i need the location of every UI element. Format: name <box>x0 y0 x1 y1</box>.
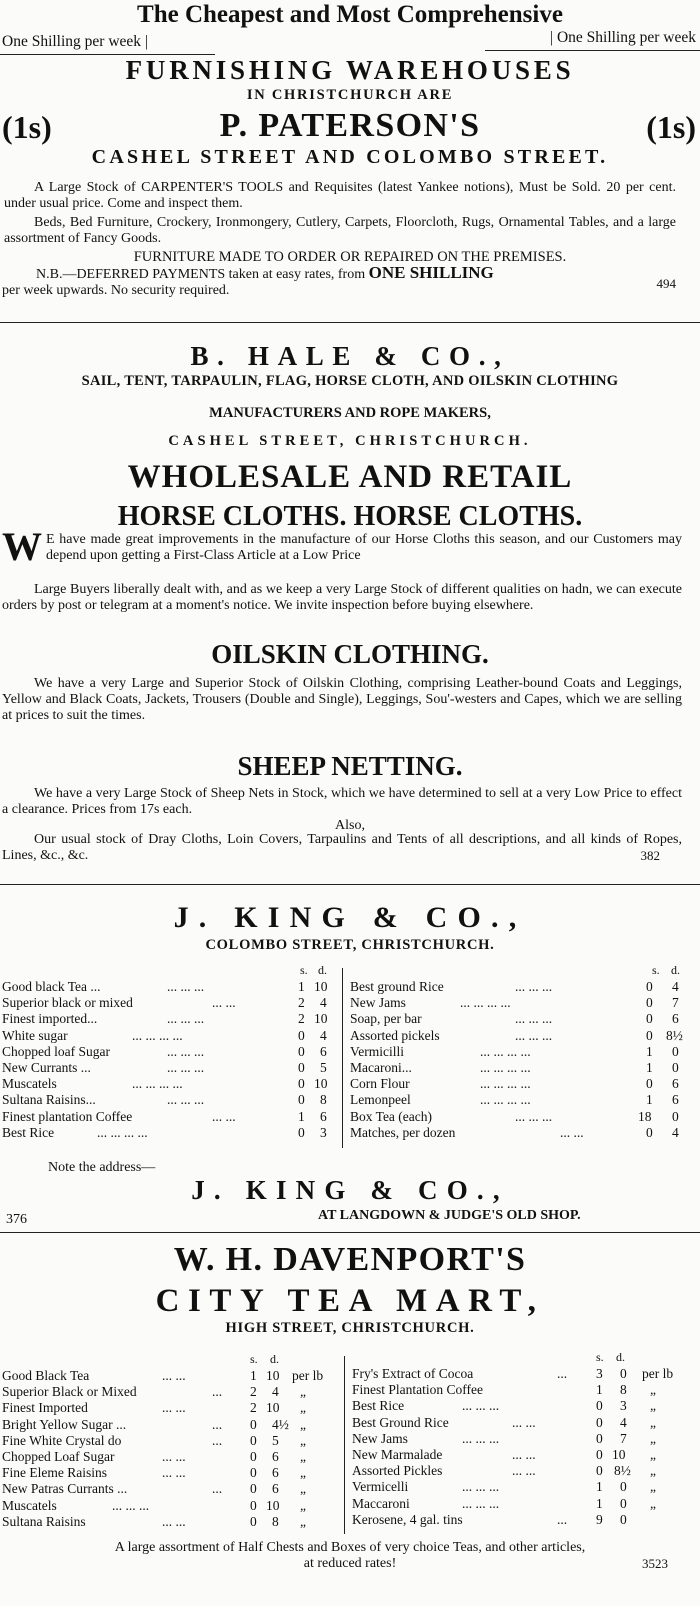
paterson-furnishing: FURNISHING WAREHOUSES <box>125 55 575 85</box>
item-shillings: 0 <box>250 1432 257 1448</box>
price-row <box>352 1479 696 1495</box>
item-pence: 0 <box>620 1366 627 1381</box>
item-name: New Jams <box>350 995 406 1011</box>
item-name: Sultana Raisins... <box>2 1092 96 1108</box>
price-row <box>350 1011 695 1027</box>
price-row <box>2 1465 344 1481</box>
item-dots: ... ... ... <box>515 1108 553 1124</box>
price-row <box>2 1044 342 1060</box>
price-row <box>2 1028 342 1044</box>
item-pence: 10 <box>266 1368 280 1383</box>
item-dots: ... ... ... ... <box>480 1043 531 1059</box>
paterson-price-right: | One Shilling per week <box>549 29 696 46</box>
price-row <box>350 1044 695 1060</box>
item-shillings: 0 <box>596 1398 603 1414</box>
price-row <box>2 1125 342 1141</box>
price-row <box>2 1417 344 1433</box>
item-name: Best ground Rice <box>350 979 444 994</box>
item-name: Macaroni... <box>350 1059 412 1075</box>
item-name: Fine Eleme Raisins <box>2 1465 107 1481</box>
item-name: Fry's Extract of Cocoa <box>352 1366 474 1381</box>
item-name: Finest Plantation Coffee <box>352 1382 483 1398</box>
item-pence: 10 <box>612 1446 626 1462</box>
item-pence: 0 <box>672 1043 679 1059</box>
price-row <box>352 1496 696 1512</box>
king-name: J. KING & CO., <box>173 901 527 934</box>
item-name: Superior Black or Mixed <box>2 1384 137 1400</box>
item-pence: 4½ <box>272 1416 289 1432</box>
divider-2 <box>0 884 700 885</box>
item-shillings: 0 <box>250 1448 257 1464</box>
item-pence: 6 <box>672 1011 679 1027</box>
item-shillings: 0 <box>646 979 653 994</box>
item-shillings: 0 <box>298 1027 305 1043</box>
item-pence: 10 <box>266 1400 280 1416</box>
item-dots: ... ... ... <box>167 1011 205 1027</box>
price-row <box>350 1028 695 1044</box>
item-dots: ... ... ... ... <box>480 1059 531 1075</box>
item-shillings: 18 <box>638 1108 652 1124</box>
item-dots: ... ... <box>512 1463 536 1479</box>
davenport-column-divider <box>344 1356 345 1534</box>
hale-name: B. HALE & CO., <box>190 341 510 371</box>
king-right-d-header: d. <box>671 963 680 977</box>
item-shillings: 0 <box>646 1011 653 1027</box>
item-name: Finest imported... <box>2 1011 98 1027</box>
item-shillings: 1 <box>596 1479 603 1495</box>
price-row <box>2 1368 344 1384</box>
item-pence: 4 <box>320 995 327 1011</box>
item-name: Superior black or mixed <box>2 995 133 1011</box>
king-column-divider <box>342 968 343 1148</box>
item-unit: „ <box>650 1463 656 1479</box>
item-pence: 4 <box>620 1414 627 1430</box>
item-pence: 10 <box>314 1076 328 1092</box>
paterson-para1: A Large Stock of CARPENTER'S TOOLS and Requisites (latest Yankee notions), Must be Sold. 20 per cent. under usual price. Come and inspect them. <box>4 180 676 211</box>
item-dots: ... ... <box>162 1448 186 1464</box>
item-pence: 4 <box>320 1027 327 1043</box>
price-row <box>2 1433 344 1449</box>
item-name: Lemonpeel <box>350 1092 411 1108</box>
hale-sheep-para: We have a very Large Stock of Sheep Nets in Stock, which we have determined to sell at a very Low Price to effect a clearance. Prices from 17s each. <box>2 786 682 817</box>
item-shillings: 0 <box>250 1513 257 1529</box>
hale-address: CASHEL STREET, CHRISTCHURCH. <box>168 433 532 449</box>
hale-horse-para2: Large Buyers liberally dealt with, and as we keep a very Large Stock of different qualities on hadn, we can execute orders by post or telegram at a moment's notice. We invite inspection before buying elsewhere. <box>2 582 682 613</box>
item-unit: „ <box>650 1430 656 1446</box>
item-unit: „ <box>300 1497 306 1513</box>
item-dots: ... ... ... ... <box>132 1076 183 1092</box>
item-name: New Marmalade <box>352 1446 443 1462</box>
davenport-left-table <box>2 1368 344 1530</box>
price-row <box>352 1447 696 1463</box>
price-row <box>2 1384 344 1400</box>
item-pence: 8½ <box>614 1463 631 1479</box>
item-pence: 4 <box>672 979 679 994</box>
item-shillings: 0 <box>646 995 653 1011</box>
item-unit: per lb <box>642 1366 674 1381</box>
item-shillings: 2 <box>298 1011 305 1027</box>
price-row <box>2 1076 342 1092</box>
item-dots: ... ... ... <box>462 1398 500 1414</box>
item-dots: ... ... ... ... <box>460 995 511 1011</box>
item-dots: ... <box>557 1366 568 1381</box>
price-row <box>2 979 342 995</box>
king-ad-number: 376 <box>6 1212 27 1227</box>
price-row <box>2 1109 342 1125</box>
king-address: COLOMBO STREET, CHRISTCHURCH. <box>205 937 495 953</box>
price-row <box>350 1092 695 1108</box>
item-name: Best Rice <box>2 1124 55 1140</box>
item-shillings: 0 <box>596 1430 603 1446</box>
davenport-mart: CITY TEA MART, <box>155 1283 545 1319</box>
item-shillings: 1 <box>596 1382 603 1398</box>
davenport-left-d-header: d. <box>270 1352 279 1366</box>
item-shillings: 2 <box>250 1400 257 1416</box>
king-name-repeat: J. KING & CO., <box>191 1175 509 1205</box>
davenport-footer2: at reduced rates! <box>303 1556 397 1571</box>
item-dots: ... ... ... <box>462 1495 500 1511</box>
item-pence: 0 <box>620 1479 627 1495</box>
davenport-footer: A large assortment of Half Chests and Boxes of very choice Teas, and other articles, <box>114 1540 586 1555</box>
hale-dray-para: Our usual stock of Dray Cloths, Loin Covers, Tarpaulins and Tents of all descriptions, and all kinds of Ropes, Lines, &c., &c. <box>2 832 682 863</box>
davenport-address: HIGH STREET, CHRISTCHURCH. <box>225 1320 475 1336</box>
rule-right <box>485 50 700 51</box>
paterson-price-left: One Shilling per week | <box>2 33 149 50</box>
item-pence: 10 <box>314 979 328 994</box>
hale-horse-para1 <box>2 524 682 569</box>
hale-ad-number: 382 <box>640 848 660 863</box>
item-name: Soap, per bar <box>350 1011 422 1027</box>
item-dots: ... ... ... <box>462 1430 500 1446</box>
item-unit: „ <box>300 1465 306 1481</box>
item-pence: 6 <box>320 1108 327 1124</box>
item-dots: ... ... ... <box>515 1027 553 1043</box>
item-name: New Jams <box>352 1430 408 1446</box>
item-dots: ... ... ... <box>167 979 205 994</box>
hale-wholesale: WHOLESALE AND RETAIL <box>127 459 573 495</box>
item-dots: ... <box>557 1511 568 1527</box>
item-shillings: 0 <box>250 1497 257 1513</box>
item-pence: 5 <box>320 1059 327 1075</box>
item-shillings: 1 <box>646 1059 653 1075</box>
item-name: White sugar <box>2 1027 68 1043</box>
item-unit: „ <box>300 1416 306 1432</box>
item-dots: ... ... <box>162 1465 186 1481</box>
item-pence: 8 <box>620 1382 627 1398</box>
price-row <box>350 1125 695 1141</box>
item-shillings: 1 <box>596 1495 603 1511</box>
king-left-d-header: d. <box>318 963 327 977</box>
item-pence: 3 <box>320 1124 327 1140</box>
price-row <box>2 1400 344 1416</box>
paterson-furniture-line: FURNITURE MADE TO ORDER OR REPAIRED ON THE PREMISES. <box>133 249 567 265</box>
item-shillings: 0 <box>596 1414 603 1430</box>
item-pence: 6 <box>320 1043 327 1059</box>
paterson-tag-right: (1s) <box>646 109 696 145</box>
item-shillings: 0 <box>596 1446 603 1462</box>
item-dots: ... ... <box>162 1513 186 1529</box>
item-name: New Currants ... <box>2 1059 91 1075</box>
item-dots: ... ... ... <box>112 1497 150 1513</box>
item-unit: „ <box>300 1400 306 1416</box>
item-name: Kerosene, 4 gal. tins <box>352 1511 463 1527</box>
king-left-table <box>2 979 342 1141</box>
item-shillings: 0 <box>646 1124 653 1140</box>
item-unit: „ <box>300 1384 306 1400</box>
davenport-right-s-header: s. <box>596 1350 604 1364</box>
item-shillings: 0 <box>250 1481 257 1497</box>
paterson-in-christchurch: IN CHRISTCHURCH ARE <box>246 87 454 103</box>
paterson-ad-number: 494 <box>656 276 676 291</box>
item-pence: 6 <box>272 1465 279 1481</box>
price-row <box>352 1431 696 1447</box>
item-dots: ... ... <box>560 1124 584 1140</box>
item-pence: 0 <box>672 1059 679 1075</box>
item-name: Box Tea (each) <box>350 1108 433 1124</box>
item-name: Good Black Tea <box>2 1368 90 1383</box>
price-row <box>352 1382 696 1398</box>
item-dots: ... ... <box>162 1400 186 1416</box>
item-shillings: 0 <box>250 1465 257 1481</box>
item-name: Maccaroni <box>352 1495 410 1511</box>
item-dots: ... ... <box>162 1368 186 1383</box>
item-dots: ... <box>212 1416 223 1432</box>
item-unit: „ <box>650 1382 656 1398</box>
item-pence: 7 <box>672 995 679 1011</box>
item-shillings: 0 <box>646 1027 653 1043</box>
item-shillings: 2 <box>298 995 305 1011</box>
divider-3 <box>0 1232 700 1233</box>
price-row <box>350 979 695 995</box>
paterson-nb-prefix: N.B.—DEFERRED PAYMENTS taken at easy rates, from <box>36 267 366 282</box>
item-name: Assorted pickels <box>350 1027 440 1043</box>
item-dots: ... ... ... ... <box>480 1092 531 1108</box>
item-shillings: 3 <box>596 1366 603 1381</box>
paterson-nb-line <box>36 264 494 284</box>
item-dots: ... <box>212 1384 223 1400</box>
item-pence: 6 <box>272 1481 279 1497</box>
item-dots: ... ... <box>212 1108 236 1124</box>
price-row <box>350 1109 695 1125</box>
item-shillings: 0 <box>250 1416 257 1432</box>
item-pence: 6 <box>272 1448 279 1464</box>
item-shillings: 1 <box>646 1043 653 1059</box>
item-name: New Patras Currants ... <box>2 1481 128 1497</box>
paterson-address: CASHEL STREET AND COLOMBO STREET. <box>91 146 609 168</box>
item-shillings: 9 <box>596 1511 603 1527</box>
price-row <box>350 1060 695 1076</box>
price-row <box>352 1512 696 1528</box>
item-name: Muscatels <box>2 1076 57 1092</box>
paterson-para2: Beds, Bed Furniture, Crockery, Ironmongery, Cutlery, Carpets, Floorcloth, Rugs, Ornamental Tables, and a large assortment of Fancy Goods. <box>4 215 676 246</box>
item-pence: 3 <box>620 1398 627 1414</box>
item-name: Vermicilli <box>350 1043 404 1059</box>
paterson-name: P. PATERSON'S <box>219 107 481 144</box>
item-shillings: 0 <box>646 1076 653 1092</box>
item-pence: 8½ <box>666 1027 683 1043</box>
item-dots: ... ... ... <box>515 1011 553 1027</box>
item-pence: 6 <box>672 1076 679 1092</box>
item-name: Chopped Loaf Sugar <box>2 1448 115 1464</box>
item-unit: „ <box>650 1414 656 1430</box>
item-unit: per lb <box>292 1368 324 1383</box>
item-dots: ... ... ... <box>167 1059 205 1075</box>
item-unit: „ <box>650 1398 656 1414</box>
hale-drop-cap: W <box>2 524 42 569</box>
item-dots: ... <box>212 1432 223 1448</box>
item-pence: 0 <box>620 1495 627 1511</box>
item-dots: ... ... ... <box>167 1043 205 1059</box>
item-pence: 8 <box>272 1513 279 1529</box>
item-pence: 10 <box>266 1497 280 1513</box>
price-row <box>2 1060 342 1076</box>
price-row <box>352 1366 696 1382</box>
hale-makers: MANUFACTURERS AND ROPE MAKERS, <box>209 405 491 421</box>
hale-trades: SAIL, TENT, TARPAULIN, FLAG, HORSE CLOTH, AND OILSKIN CLOTHING <box>81 373 619 389</box>
item-dots: ... ... ... <box>167 1092 205 1108</box>
item-name: Corn Flour <box>350 1076 410 1092</box>
item-unit: „ <box>300 1432 306 1448</box>
hale-horse-cloths: HORSE CLOTHS. HORSE CLOTHS. <box>117 501 583 532</box>
item-shillings: 0 <box>298 1076 305 1092</box>
item-shillings: 0 <box>298 1043 305 1059</box>
item-shillings: 0 <box>596 1463 603 1479</box>
price-row <box>2 1092 342 1108</box>
davenport-ad-number: 3523 <box>642 1556 668 1571</box>
item-pence: 5 <box>272 1432 279 1448</box>
price-row <box>2 1449 344 1465</box>
item-dots: ... ... ... <box>515 979 553 994</box>
item-name: Assorted Pickles <box>352 1463 443 1479</box>
item-name: Chopped loaf Sugar <box>2 1043 110 1059</box>
davenport-right-d-header: d. <box>616 1350 625 1364</box>
item-name: Sultana Raisins <box>2 1513 86 1529</box>
price-row <box>2 1481 344 1497</box>
hale-horse-para1-text: E have made great improvements in the manufacture of our Horse Cloths this season, and our Customers may depend upon getting a First-Class Article at a Low Price <box>46 532 682 563</box>
item-dots: ... <box>212 1481 223 1497</box>
item-pence: 0 <box>620 1511 627 1527</box>
item-pence: 4 <box>672 1124 679 1140</box>
price-row <box>350 995 695 1011</box>
hale-sheep-heading: SHEEP NETTING. <box>237 751 463 781</box>
item-shillings: 1 <box>298 979 305 994</box>
price-row <box>350 1076 695 1092</box>
item-shillings: 0 <box>298 1092 305 1108</box>
item-shillings: 1 <box>646 1092 653 1108</box>
item-pence: 7 <box>620 1430 627 1446</box>
item-name: Fine White Crystal do <box>2 1432 122 1448</box>
item-unit: „ <box>300 1513 306 1529</box>
item-pence: 10 <box>314 1011 328 1027</box>
paterson-tag-left: (1s) <box>2 109 52 145</box>
item-name: Best Ground Rice <box>352 1414 449 1430</box>
item-name: Matches, per dozen <box>350 1124 456 1140</box>
item-shillings: 2 <box>250 1384 257 1400</box>
hale-oilskin-heading: OILSKIN CLOTHING. <box>211 639 489 669</box>
item-name: Finest Imported <box>2 1400 88 1416</box>
item-name: Bright Yellow Sugar ... <box>2 1416 127 1432</box>
item-name: Good black Tea ... <box>2 979 101 994</box>
king-right-table <box>350 979 695 1141</box>
item-unit: „ <box>650 1446 656 1462</box>
price-row <box>2 1514 344 1530</box>
price-row <box>352 1463 696 1479</box>
price-row <box>2 1498 344 1514</box>
item-dots: ... ... ... ... <box>132 1027 183 1043</box>
item-dots: ... ... ... <box>462 1479 500 1495</box>
item-dots: ... ... ... ... <box>480 1076 531 1092</box>
paterson-nb-bold: ONE SHILLING <box>368 263 494 282</box>
king-left-s-header: s. <box>300 963 308 977</box>
hale-also: Also, <box>335 818 365 833</box>
item-shillings: 1 <box>250 1368 257 1383</box>
item-unit: „ <box>650 1479 656 1495</box>
item-shillings: 1 <box>298 1108 305 1124</box>
item-dots: ... ... <box>512 1446 536 1462</box>
price-row <box>2 995 342 1011</box>
item-unit: „ <box>300 1448 306 1464</box>
item-unit: „ <box>650 1495 656 1511</box>
divider-1 <box>0 322 700 323</box>
item-pence: 6 <box>672 1092 679 1108</box>
item-name: Vermicelli <box>352 1479 409 1495</box>
item-name: Muscatels <box>2 1497 57 1513</box>
item-dots: ... ... <box>512 1414 536 1430</box>
item-pence: 8 <box>320 1092 327 1108</box>
davenport-right-table <box>352 1366 696 1528</box>
king-note: Note the address— <box>48 1160 156 1175</box>
item-unit: „ <box>300 1481 306 1497</box>
price-row <box>2 1011 342 1027</box>
king-right-s-header: s. <box>652 963 660 977</box>
item-pence: 4 <box>272 1384 279 1400</box>
price-row <box>352 1415 696 1431</box>
paterson-headline: The Cheapest and Most Comprehensive <box>137 1 563 28</box>
price-row <box>352 1398 696 1414</box>
paterson-nb-suffix: per week upwards. No security required. <box>2 283 230 298</box>
item-shillings: 0 <box>298 1124 305 1140</box>
item-dots: ... ... ... ... <box>97 1124 148 1140</box>
king-old-shop: AT LANGDOWN & JUDGE'S OLD SHOP. <box>318 1208 581 1223</box>
item-pence: 0 <box>672 1108 679 1124</box>
item-name: Finest plantation Coffee <box>2 1108 133 1124</box>
davenport-name: W. H. DAVENPORT'S <box>173 1241 527 1278</box>
davenport-left-s-header: s. <box>250 1352 258 1366</box>
item-name: Best Rice <box>352 1398 405 1414</box>
hale-oilskin-para: We have a very Large and Superior Stock of Oilskin Clothing, comprising Leather-bound Coats and Leggings, Yellow and Black Coats, Jackets, Trousers (Double and Single), Leggings, Sou'-westers and Capes, which we are selling at prices to suit the times. <box>2 676 682 723</box>
item-shillings: 0 <box>298 1059 305 1075</box>
item-dots: ... ... <box>212 995 236 1011</box>
